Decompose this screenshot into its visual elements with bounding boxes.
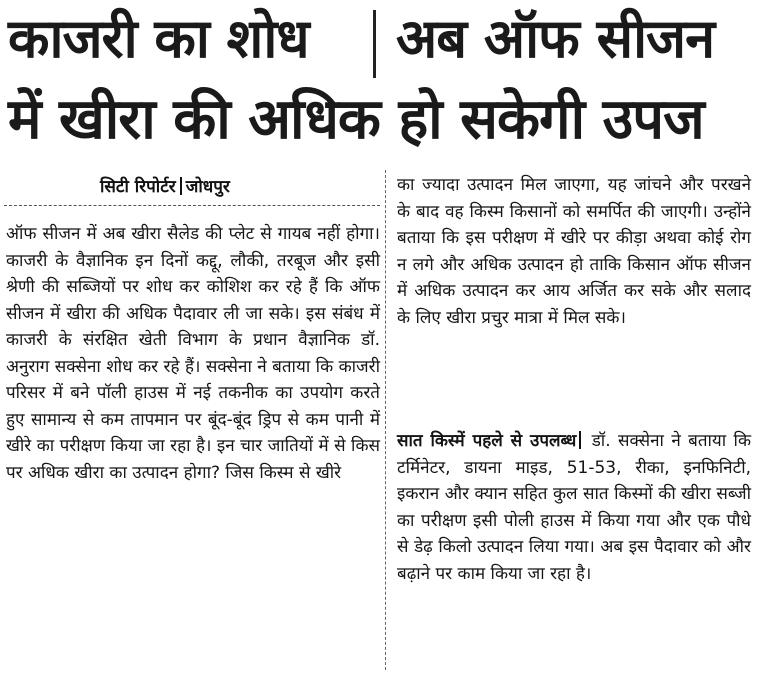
headline-separator [373,10,376,78]
byline-rule [4,205,380,206]
article-subsection [397,428,751,587]
byline-separator [180,177,182,195]
subsection-heading: सात किस्में पहले से उपलब्ध [397,431,577,451]
headline-left: काजरी का शोध [8,7,309,70]
byline [100,174,230,197]
subsection-text: डॉ. सक्सेना ने बताया कि टर्मिनेटर, डायना माइड, 51-53, रीका, इनफिनिटी, इकरान और क्यान सहित कुल सात किस्मों की खीरा सब्जी का परीक्षण इसी पोली हाउस में किया गया और एक पौधे से डेढ़ किलो उत्पादन लिया गया। अब इस पैदावार को और बढ़ाने पर काम किया जा रहा है। [397,431,751,584]
headline [0,0,760,160]
article-column-1: ऑफ सीजन में अब खीरा सैलेड की प्लेट से गायब नहीं होगा। काजरी के वैज्ञानिक इन दिनों कद्दू, लौकी, तरबूज और इसी श्रेणी की सब्जियों पर शोध कर कोशिश कर रहे हैं कि ऑफ सीजन में खीरा की अधिक पैदावार ली जा सके। इस संबंध में काजरी के संरक्षित खेती विभाग के प्रधान वैज्ञानिक डॉ. अनुराग सक्सेना शोध कर रहे हैं। सक्सेना ने बताया कि काजरी परिसर में बने पॉली हाउस में नई तकनीक का उपयोग करते हुए सामान्य से कम तापमान पर बूंद-बूंद ड्रिप से कम पानी में खीरे का परीक्षण किया जा रहा है। इन चार जातियों में से किस पर अधिक खीरा का उत्पादन होगा? जिस किस्म से खीरे [6,224,380,483]
headline-right: अब ऑफ सीजन [396,7,715,70]
article-column-2: का ज्यादा उत्पादन मिल जाएगा, यह जांचने और परखने के बाद वह किस्म किसानों को समर्पित की जाएगी। उन्होंने बताया कि इस परीक्षण में खीरे पर कीड़ा अथवा कोई रोग न लगे और अधिक उत्पादन हो ताकि किसान ऑफ सीजन में अधिक उत्पादन कर आय अर्जित कर सके और सलाद के लिए खीरा प्रचुर मात्रा में मिल सके। [397,175,751,328]
byline-reporter: सिटी रिपोर्टर [100,177,176,197]
headline-line2: में खीरा की अधिक हो सकेगी उपज [8,87,704,152]
byline-city: जोधपुर [185,177,230,197]
column-divider [385,170,387,670]
subsection-separator [579,431,581,449]
